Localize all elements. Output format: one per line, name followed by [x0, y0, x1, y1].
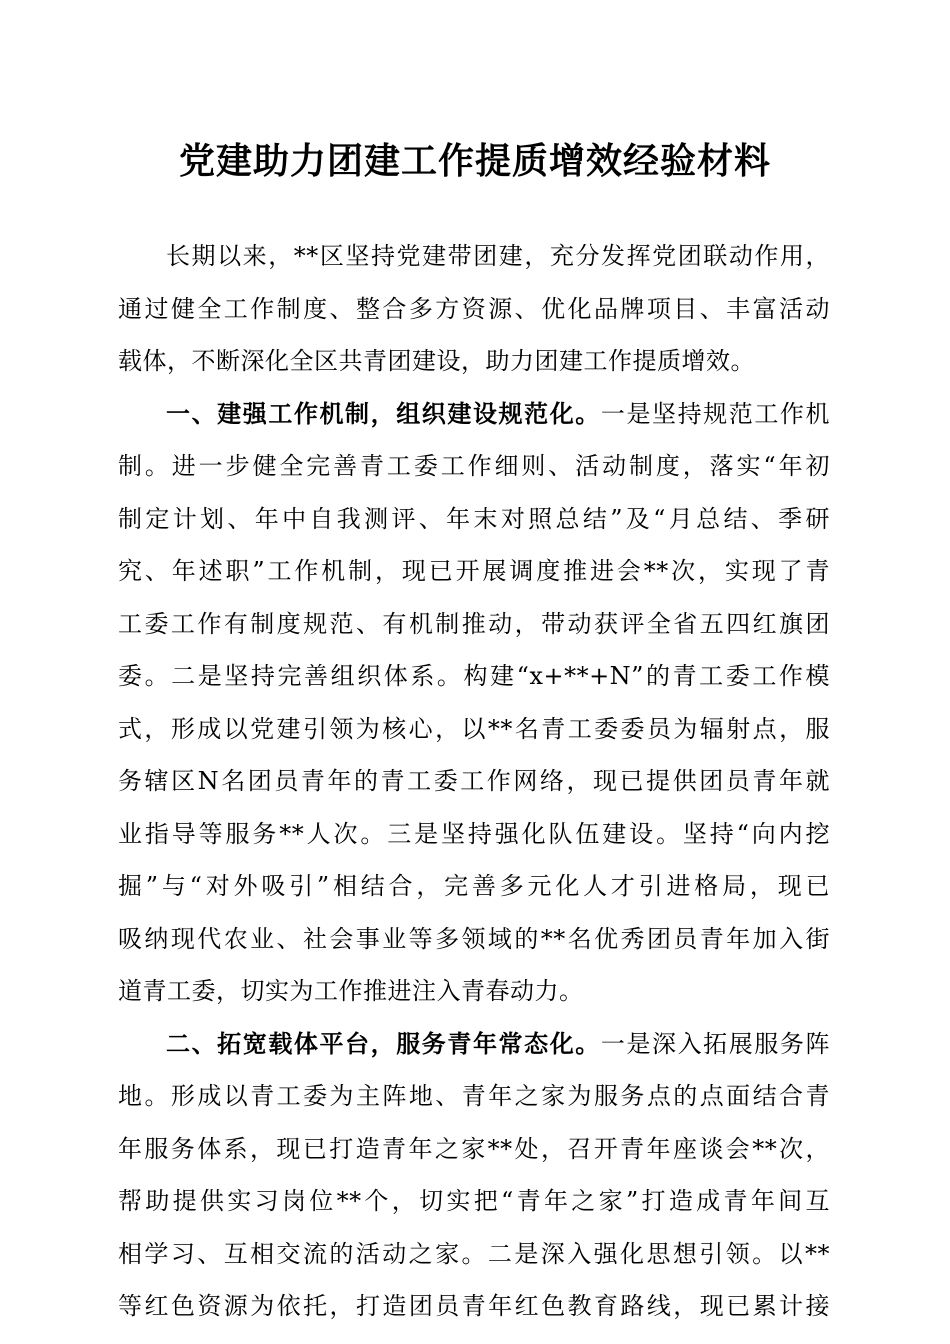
section1-line: 究、年述职”工作机制，现已开展调度推进会**次，实现了青	[118, 557, 830, 585]
section2-line: 年服务体系，现已打造青年之家**处，召开青年座谈会**次，	[118, 1134, 830, 1163]
section1-line: 式，形成以党建引领为核心，以**名青工委委员为辐射点，服	[118, 714, 830, 743]
section1-line: 掘”与“对外吸引”相结合，完善多元化人才引进格局，现已	[118, 872, 830, 900]
section2-first-line	[118, 1018, 830, 1071]
section1-line: 工委工作有制度规范、有机制推动，带动获评全省五四红旗团	[118, 609, 830, 638]
intro-line: 长期以来，**区坚持党建带团建，充分发挥党团联动作用，	[166, 242, 830, 270]
section1-first-line	[118, 388, 830, 441]
document-title: 党建助力团建工作提质增效经验材料	[178, 140, 771, 182]
section2-line: 帮助提供实习岗位**个，切实把“青年之家”打造成青年间互	[118, 1187, 830, 1215]
section1-line: 制。进一步健全完善青工委工作细则、活动制度，落实“年初	[118, 452, 830, 480]
section1-line: 吸纳现代农业、社会事业等多领域的**名优秀团员青年加入街	[118, 924, 830, 953]
section2-first-line-text: 一是深入拓展服务阵	[600, 1029, 830, 1058]
section1-line: 务辖区N名团员青年的青工委工作网络，现已提供团员青年就	[118, 767, 830, 795]
intro-line: 通过健全工作制度、整合多方资源、优化品牌项目、丰富活动	[118, 294, 830, 323]
section1-first-line-text: 一是坚持规范工作机	[600, 399, 830, 428]
section2-heading: 二、拓宽载体平台，服务青年常态化。	[166, 1029, 601, 1058]
section1-line: 业指导等服务**人次。三是坚持强化队伍建设。坚持“向内挖	[118, 819, 830, 848]
section2-line: 地。形成以青工委为主阵地、青年之家为服务点的点面结合青	[118, 1082, 830, 1110]
section2-line: 等红色资源为依托，打造团员青年红色教育路线，现已累计接	[118, 1292, 830, 1320]
section2-line: 相学习、互相交流的活动之家。二是深入强化思想引领。以**	[118, 1239, 830, 1268]
section1-line: 道青工委，切实为工作推进注入青春动力。	[118, 977, 584, 1005]
intro-line: 载体，不断深化全区共青团建设，助力团建工作提质增效。	[118, 347, 755, 375]
document-body	[118, 230, 830, 1333]
section1-heading: 一、建强工作机制，组织建设规范化。	[166, 399, 601, 428]
section1-line: 制定计划、年中自我测评、年末对照总结”及“月总结、季研	[118, 504, 830, 533]
section1-line: 委。二是坚持完善组织体系。构建“x+**+N”的青工委工作模	[118, 662, 830, 690]
